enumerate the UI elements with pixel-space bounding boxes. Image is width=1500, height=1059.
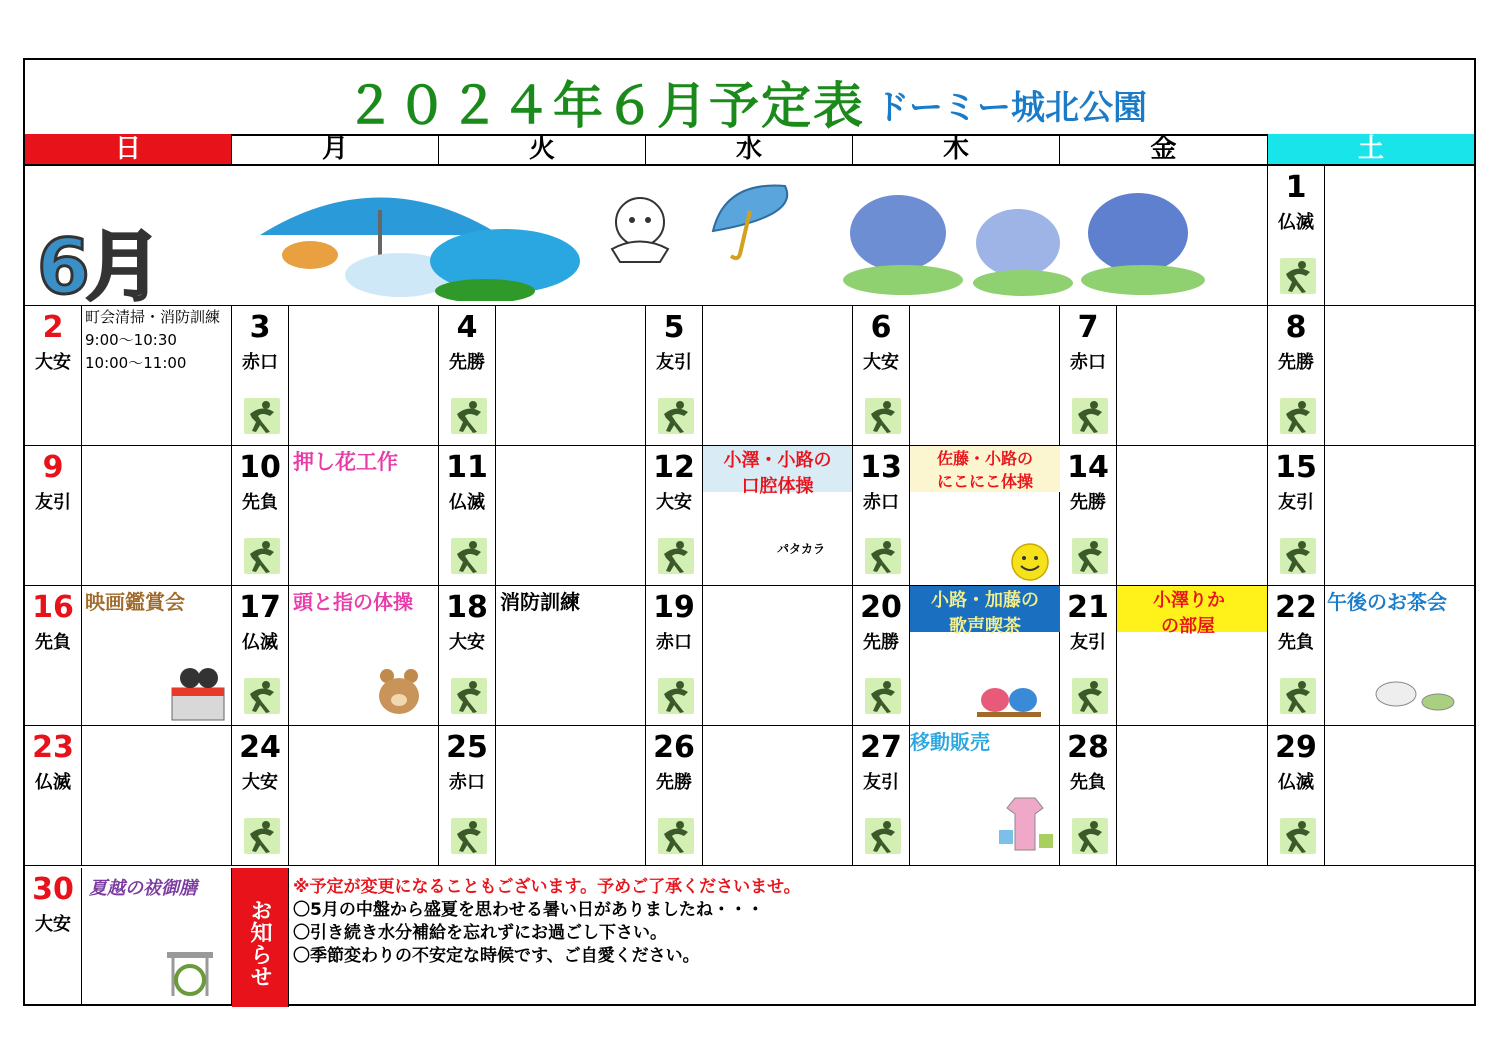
weekday-tue: 火 — [439, 134, 646, 164]
rokuyo: 友引 — [1070, 632, 1106, 653]
facility-name: ドーミー城北公園 — [875, 88, 1147, 128]
event-time-1: 9:00〜10:30 — [85, 331, 177, 349]
event-oral-exercise — [703, 446, 852, 497]
day-number: 26 — [653, 730, 695, 765]
notice-line-2: 〇5月の中盤から盛夏を思わせる暑い日がありましたね・・・ — [293, 900, 764, 920]
rokuyo: 友引 — [656, 352, 692, 373]
weekday-thu: 木 — [853, 134, 1060, 164]
day-number: 25 — [446, 730, 488, 765]
day-number: 4 — [456, 310, 478, 345]
rokuyo: 大安 — [656, 492, 692, 513]
event-nagoshi: 夏越の祓御膳 — [89, 878, 197, 899]
day-number: 30 — [32, 872, 74, 907]
event-oral-line1: 小澤・小路の — [723, 450, 832, 471]
notice-line-3: 〇引き続き水分補給を忘れずにお過ごし下さい。 — [293, 923, 667, 943]
day-number: 16 — [32, 590, 74, 625]
rokuyo: 赤口 — [863, 492, 899, 513]
day-number: 27 — [860, 730, 902, 765]
rokuyo: 先勝 — [656, 772, 692, 793]
rokuyo: 先勝 — [449, 352, 485, 373]
event-mobile-sales: 移動販売 — [910, 730, 990, 754]
cinema-icon — [168, 666, 228, 722]
rokuyo: 友引 — [35, 492, 71, 513]
rokuyo: 先勝 — [863, 632, 899, 653]
day-number: 8 — [1285, 310, 1307, 345]
page-title: ２０２４年６月予定表 — [345, 77, 865, 135]
rokuyo: 大安 — [242, 772, 278, 793]
tea-icon — [1370, 676, 1460, 716]
day-number: 13 — [860, 450, 902, 485]
day-number: 21 — [1067, 590, 1109, 625]
day-number: 7 — [1077, 310, 1099, 345]
rokuyo: 友引 — [1278, 492, 1314, 513]
pataka-caption: パタカラ — [777, 542, 826, 556]
event-rika-line1: 小澤りか — [1153, 590, 1225, 611]
day-number: 22 — [1275, 590, 1317, 625]
day-number: 19 — [653, 590, 695, 625]
rokuyo: 友引 — [863, 772, 899, 793]
bear-icon — [373, 664, 425, 716]
day-number: 2 — [42, 310, 64, 345]
weekday-mon: 月 — [232, 134, 439, 164]
rokuyo: 赤口 — [449, 772, 485, 793]
day-number: 11 — [446, 450, 488, 485]
rokuyo: 先負 — [1278, 632, 1314, 653]
notice-label: お知らせ — [232, 868, 289, 1007]
event-time-2: 10:00〜11:00 — [85, 354, 187, 372]
rokuyo: 赤口 — [656, 632, 692, 653]
rokuyo: 仏滅 — [1278, 212, 1314, 233]
event-fire-drill: 消防訓練 — [500, 590, 580, 614]
rokuyo: 大安 — [35, 914, 71, 935]
event-singing-line2: 歌声喫茶 — [949, 616, 1021, 637]
day-number: 6 — [870, 310, 892, 345]
event-finger-exercise: 頭と指の体操 — [293, 590, 413, 614]
day-number: 23 — [32, 730, 74, 765]
weekday-wed: 水 — [646, 134, 853, 164]
day-number: 24 — [239, 730, 281, 765]
month-art: 6月 — [37, 222, 158, 311]
day-number: 10 — [239, 450, 281, 485]
day-number: 18 — [446, 590, 488, 625]
rokuyo: 仏滅 — [449, 492, 485, 513]
rokuyo: 先勝 — [1070, 492, 1106, 513]
event-oshibana: 押し花工作 — [293, 450, 398, 474]
day-number: 5 — [663, 310, 685, 345]
day-number: 12 — [653, 450, 695, 485]
notice-line-1: ※予定が変更になることもございます。予めご了承くださいませ。 — [293, 877, 801, 897]
event-cleanup: 町会清掃・消防訓練 — [85, 308, 221, 326]
weekday-sun: 日 — [25, 134, 232, 164]
rokuyo: 大安 — [863, 352, 899, 373]
event-tea-party: 午後のお茶会 — [1327, 590, 1447, 614]
day-number: 28 — [1067, 730, 1109, 765]
event-singing-cafe — [910, 586, 1060, 637]
event-rika-room — [1117, 586, 1267, 637]
day-number: 17 — [239, 590, 281, 625]
weekday-sat: 土 — [1268, 134, 1474, 164]
rokuyo: 先負 — [242, 492, 278, 513]
birds-icon — [977, 674, 1041, 718]
notice-line-4: 〇季節変わりの不安定な時候です、ご自愛ください。 — [293, 946, 700, 966]
rokuyo: 仏滅 — [1278, 772, 1314, 793]
event-rika-line2: の部屋 — [1161, 616, 1215, 637]
rokuyo: 仏滅 — [35, 772, 71, 793]
day-number: 1 — [1285, 170, 1307, 205]
rokuyo: 大安 — [35, 352, 71, 373]
event-niko-line1: 佐藤・小路の — [936, 449, 1033, 468]
day-number: 20 — [860, 590, 902, 625]
rokuyo: 先勝 — [1278, 352, 1314, 373]
rokuyo: 仏滅 — [242, 632, 278, 653]
event-niko-line2: にこにこ体操 — [936, 472, 1033, 491]
event-oral-line2: 口腔体操 — [741, 476, 814, 497]
day-number: 14 — [1067, 450, 1109, 485]
rokuyo: 大安 — [449, 632, 485, 653]
weekday-fri: 金 — [1060, 134, 1268, 164]
day-number: 9 — [42, 450, 64, 485]
smiley-icon — [1010, 542, 1050, 582]
event-movie: 映画鑑賞会 — [85, 590, 185, 614]
day-number: 29 — [1275, 730, 1317, 765]
rokuyo: 赤口 — [1070, 352, 1106, 373]
rokuyo: 先負 — [35, 632, 71, 653]
rokuyo: 先負 — [1070, 772, 1106, 793]
day-number: 15 — [1275, 450, 1317, 485]
day-number: 3 — [249, 310, 271, 345]
rokuyo: 赤口 — [242, 352, 278, 373]
event-niko-exercise — [910, 446, 1060, 492]
clothes-icon — [995, 794, 1055, 856]
event-singing-line1: 小路・加藤の — [931, 590, 1039, 611]
